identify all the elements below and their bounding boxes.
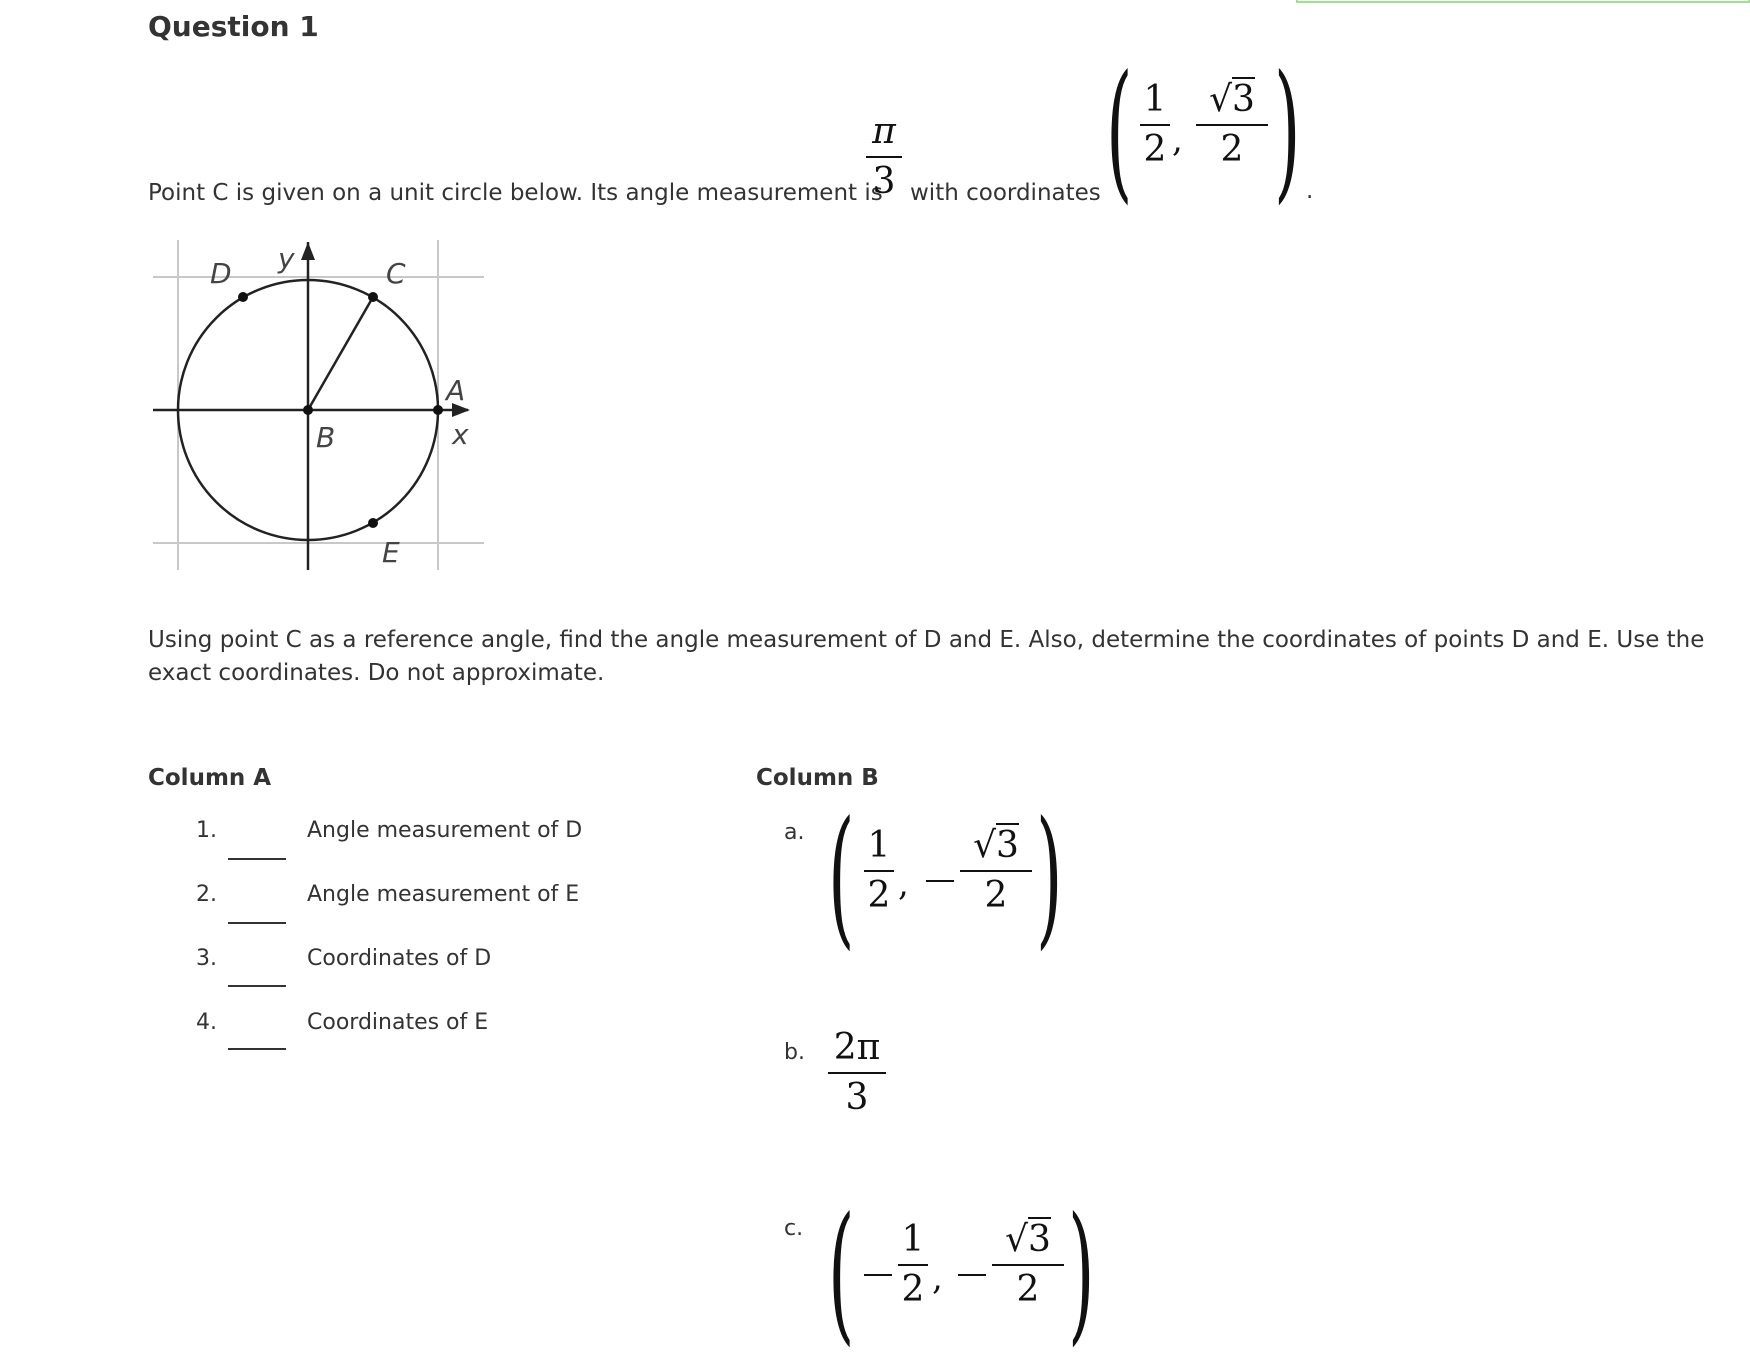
fraction-bar bbox=[992, 1264, 1064, 1266]
option-a-x-den: 2 bbox=[867, 875, 891, 916]
option-a-y-num-wrap bbox=[960, 826, 1032, 866]
angle-numerator: π bbox=[872, 111, 896, 152]
item-number: 4. bbox=[196, 1010, 217, 1035]
label-d: D bbox=[210, 257, 232, 290]
radical-sign: √ bbox=[973, 825, 997, 866]
option-c-y-den: 2 bbox=[1016, 1269, 1040, 1310]
option-c-y-num: 3 bbox=[1028, 1219, 1051, 1260]
angle-fraction bbox=[866, 112, 902, 202]
item-label: Coordinates of D bbox=[307, 946, 492, 971]
option-c-x-num: 1 bbox=[901, 1219, 925, 1260]
option-a-y-den: 2 bbox=[984, 875, 1008, 916]
radical-sign: √ bbox=[1005, 1219, 1029, 1260]
point-b bbox=[303, 405, 313, 415]
comma: , bbox=[1172, 120, 1183, 160]
fraction-bar bbox=[1140, 124, 1170, 126]
label-a: A bbox=[446, 374, 466, 407]
fraction-bar bbox=[1196, 124, 1268, 126]
right-paren: ) bbox=[1274, 44, 1301, 218]
option-a-x-num: 1 bbox=[867, 825, 891, 866]
option-letter: a. bbox=[784, 820, 805, 845]
unit-circle-diagram bbox=[148, 230, 498, 580]
status-bar-outline bbox=[1296, 0, 1750, 3]
item-number: 2. bbox=[196, 882, 217, 907]
answer-blank-2[interactable] bbox=[228, 922, 286, 924]
right-paren: ) bbox=[1036, 790, 1063, 964]
coord-y-num-wrap bbox=[1196, 80, 1268, 120]
radius-to-c bbox=[308, 297, 373, 410]
intro-mid: with coordinates bbox=[910, 180, 1101, 206]
coord-x-num: 1 bbox=[1143, 79, 1167, 120]
fraction-bar bbox=[960, 870, 1032, 872]
radical-sign: √ bbox=[1209, 79, 1233, 120]
option-c-x-fraction bbox=[898, 1220, 928, 1310]
question-title: Question 1 bbox=[148, 10, 319, 43]
fraction-bar bbox=[866, 156, 902, 158]
coord-y-den: 2 bbox=[1220, 129, 1244, 170]
label-x: x bbox=[452, 418, 469, 451]
y-arrow-icon bbox=[301, 242, 315, 260]
intro-prefix: Point C is given on a unit circle below. Its angle measurement is bbox=[148, 180, 883, 206]
option-a-x-fraction bbox=[864, 826, 894, 916]
item-number: 1. bbox=[196, 818, 217, 843]
comma: , bbox=[932, 1258, 943, 1298]
option-a-y-fraction bbox=[960, 826, 1032, 916]
label-b: B bbox=[316, 421, 336, 454]
option-letter: c. bbox=[784, 1216, 804, 1241]
coord-y-fraction bbox=[1196, 80, 1268, 170]
answer-blank-3[interactable] bbox=[228, 985, 286, 987]
minus-sign bbox=[926, 880, 954, 882]
minus-sign bbox=[864, 1274, 892, 1276]
coord-x-fraction bbox=[1140, 80, 1170, 170]
answer-blank-4[interactable] bbox=[228, 1048, 286, 1050]
option-b-num: 2π bbox=[833, 1027, 881, 1068]
answer-blank-1[interactable] bbox=[228, 858, 286, 860]
left-paren: ( bbox=[1106, 44, 1133, 218]
item-label: Angle measurement of E bbox=[307, 882, 580, 907]
option-b-fraction bbox=[828, 1028, 886, 1118]
point-c bbox=[368, 292, 378, 302]
comma: , bbox=[898, 864, 909, 904]
grid-lines bbox=[153, 240, 484, 570]
left-paren: ( bbox=[828, 790, 855, 964]
point-a bbox=[433, 405, 443, 415]
label-y: y bbox=[278, 242, 295, 275]
option-b-den: 3 bbox=[845, 1077, 869, 1118]
fraction-bar bbox=[898, 1264, 928, 1266]
option-c-y-num-wrap bbox=[992, 1220, 1064, 1260]
point-e bbox=[368, 518, 378, 528]
minus-sign bbox=[958, 1274, 986, 1276]
option-c-x-den: 2 bbox=[901, 1269, 925, 1310]
option-a-y-num: 3 bbox=[996, 825, 1019, 866]
column-b-title: Column B bbox=[756, 765, 879, 791]
coord-x-den: 2 bbox=[1143, 129, 1167, 170]
angle-denominator: 3 bbox=[872, 161, 896, 202]
left-paren: ( bbox=[828, 1186, 855, 1360]
fraction-bar bbox=[828, 1072, 886, 1074]
label-e: E bbox=[382, 536, 400, 569]
point-d bbox=[238, 292, 248, 302]
item-label: Coordinates of E bbox=[307, 1010, 489, 1035]
coord-y-num: 3 bbox=[1232, 79, 1255, 120]
intro-end: . bbox=[1306, 178, 1314, 204]
fraction-bar bbox=[864, 870, 894, 872]
label-c: C bbox=[386, 257, 406, 290]
item-number: 3. bbox=[196, 946, 217, 971]
option-letter: b. bbox=[784, 1040, 805, 1065]
option-c-y-fraction bbox=[992, 1220, 1064, 1310]
instructions: Using point C as a reference angle, find the angle measurement of D and E. Also, determine the coordinates of points D and E. Use the exact coordinates. Do not approximate. bbox=[148, 627, 1705, 686]
column-a-title: Column A bbox=[148, 765, 272, 791]
item-label: Angle measurement of D bbox=[307, 818, 583, 843]
right-paren: ) bbox=[1068, 1186, 1095, 1360]
